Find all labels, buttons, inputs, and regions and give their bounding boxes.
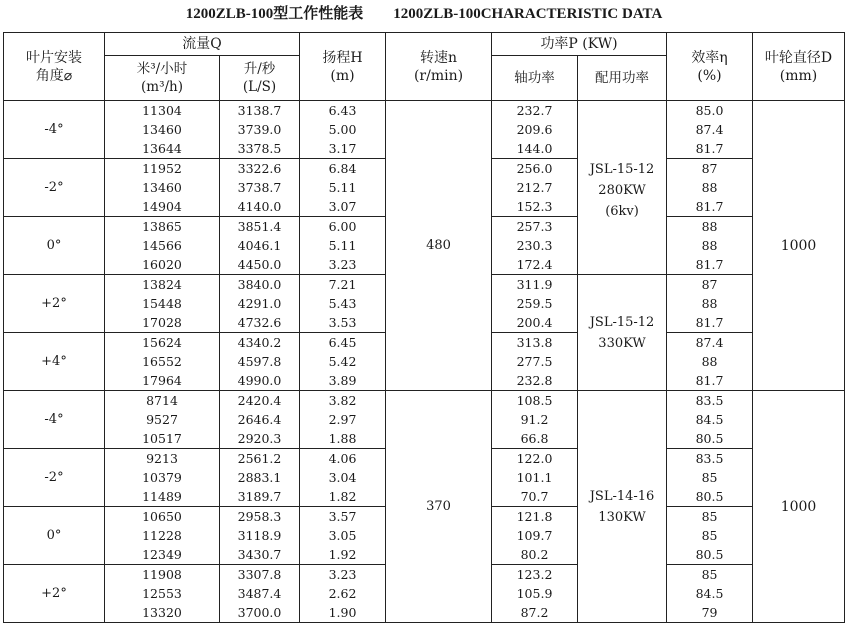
flow-m3h-value: 11304 [142,103,182,118]
flow-m3h-value: 9213 [146,451,178,466]
head-cell [300,217,386,275]
shaft-power-value: 313.8 [516,335,553,350]
head-value: 4.06 [328,451,357,466]
blade-angle-cell: -4° [4,101,105,159]
shaft-power-value: 277.5 [516,354,553,369]
head-cell [300,507,386,565]
header-blade-angle: 叶片安装 角度⌀ [4,33,105,101]
flow-ls-value: 3700.0 [237,605,282,620]
flow-ls-value: 4140.0 [237,199,282,214]
flow-m3h-value: 11489 [142,489,182,504]
header-flow-ls: 升/秒 (L/S) [220,56,300,101]
flow-m3h-cell [105,449,220,507]
flow-ls-cell [220,275,300,333]
flow-m3h-value: 14566 [142,238,182,253]
blade-angle-cell: +4° [4,333,105,391]
efficiency-cell [667,333,753,391]
flow-m3h-cell [105,275,220,333]
head-value: 6.45 [328,335,357,350]
shaft-power-cell [492,391,578,449]
efficiency-value: 88 [701,296,718,311]
flow-ls-cell [220,565,300,623]
shaft-power-cell [492,217,578,275]
flow-m3h-cell [105,333,220,391]
header-impeller-diameter: 叶轮直径D (mm) [753,33,845,101]
shaft-power-cell [492,449,578,507]
head-value: 1.88 [328,431,357,446]
efficiency-cell [667,217,753,275]
shaft-power-value: 123.2 [516,567,553,582]
shaft-power-value: 209.6 [516,122,553,137]
header-efficiency: 效率η (%) [667,33,753,101]
efficiency-cell [667,391,753,449]
shaft-power-value: 257.3 [516,219,553,234]
shaft-power-value: 108.5 [516,393,553,408]
efficiency-value: 84.5 [695,412,724,427]
blade-angle-cell: 0° [4,217,105,275]
header-motor-power: 配用功率 [578,56,667,101]
efficiency-cell [667,159,753,217]
shaft-power-value: 311.9 [516,277,553,292]
head-value: 3.23 [328,257,357,272]
shaft-power-value: 121.8 [516,509,553,524]
flow-ls-value: 3138.7 [237,103,282,118]
efficiency-value: 85.0 [695,103,724,118]
efficiency-value: 81.7 [695,199,724,214]
efficiency-cell [667,101,753,159]
shaft-power-value: 109.7 [516,528,553,543]
head-value: 5.42 [328,354,357,369]
flow-ls-value: 3118.9 [237,528,282,543]
flow-ls-value: 3487.4 [237,586,282,601]
shaft-power-value: 80.2 [520,547,549,562]
head-value: 3.07 [328,199,357,214]
flow-m3h-value: 11952 [142,161,182,176]
flow-m3h-value: 17964 [142,373,182,388]
head-cell [300,275,386,333]
flow-ls-value: 3189.7 [237,489,282,504]
efficiency-cell [667,449,753,507]
flow-m3h-value: 11228 [142,528,182,543]
head-value: 6.43 [328,103,357,118]
flow-m3h-value: 10650 [142,509,182,524]
flow-m3h-value: 13865 [142,219,182,234]
head-value: 5.00 [328,122,357,137]
flow-m3h-value: 13320 [142,605,182,620]
table-body [4,101,845,623]
shaft-power-value: 259.5 [516,296,553,311]
motor-power-cell: JSL-15-12 280KW (6kv) [578,101,667,275]
shaft-power-cell [492,507,578,565]
flow-m3h-value: 16552 [142,354,182,369]
shaft-power-cell [492,101,578,159]
flow-ls-value: 2958.3 [237,509,282,524]
flow-m3h-value: 8714 [146,393,178,408]
flow-ls-cell [220,449,300,507]
efficiency-value: 80.5 [695,489,724,504]
flow-ls-value: 2646.4 [237,412,282,427]
blade-angle-cell: -2° [4,449,105,507]
efficiency-value: 85 [701,567,718,582]
shaft-power-value: 91.2 [520,412,549,427]
head-cell [300,159,386,217]
flow-ls-value: 3378.5 [237,141,282,156]
head-value: 1.92 [328,547,357,562]
impeller-diameter-cell: 1000 [753,101,845,391]
shaft-power-value: 256.0 [516,161,553,176]
shaft-power-cell [492,333,578,391]
efficiency-cell [667,565,753,623]
flow-ls-value: 4046.1 [237,238,282,253]
head-value: 5.43 [328,296,357,311]
shaft-power-cell [492,275,578,333]
flow-ls-value: 4450.0 [237,257,282,272]
flow-m3h-value: 13644 [142,141,182,156]
shaft-power-value: 66.8 [520,431,549,446]
flow-ls-value: 4732.6 [237,315,282,330]
shaft-power-value: 212.7 [516,180,553,195]
speed-cell: 370 [386,391,492,623]
flow-ls-cell [220,507,300,565]
efficiency-value: 81.7 [695,141,724,156]
shaft-power-value: 172.4 [516,257,553,272]
head-value: 3.17 [328,141,357,156]
header-speed: 转速n (r/min) [386,33,492,101]
header-head: 扬程H (m) [300,33,386,101]
efficiency-value: 87.4 [695,335,724,350]
efficiency-value: 80.5 [695,431,724,446]
flow-m3h-value: 16020 [142,257,182,272]
flow-m3h-value: 12349 [142,547,182,562]
shaft-power-value: 70.7 [520,489,549,504]
efficiency-value: 87 [701,161,718,176]
efficiency-cell [667,275,753,333]
header-flow-m3h: 米³/小时 (m³/h) [105,56,220,101]
flow-m3h-value: 10379 [142,470,182,485]
blade-angle-cell: +2° [4,565,105,623]
efficiency-value: 81.7 [695,257,724,272]
flow-ls-cell [220,333,300,391]
head-value: 2.97 [328,412,357,427]
flow-m3h-value: 12553 [142,586,182,601]
head-value: 3.82 [328,393,357,408]
flow-m3h-cell [105,159,220,217]
efficiency-cell [667,507,753,565]
flow-ls-cell [220,159,300,217]
head-value: 6.00 [328,219,357,234]
flow-ls-value: 2420.4 [237,393,282,408]
flow-m3h-value: 13460 [142,180,182,195]
head-value: 3.23 [328,567,357,582]
head-cell [300,333,386,391]
flow-ls-value: 2883.1 [237,470,282,485]
shaft-power-value: 232.7 [516,103,553,118]
table-row [4,101,845,159]
flow-ls-cell [220,217,300,275]
efficiency-value: 81.7 [695,373,724,388]
flow-ls-value: 2561.2 [237,451,282,466]
flow-ls-value: 3739.0 [237,122,282,137]
shaft-power-value: 122.0 [516,451,553,466]
flow-m3h-cell [105,565,220,623]
shaft-power-value: 87.2 [520,605,549,620]
head-value: 5.11 [328,180,357,195]
blade-angle-cell: -4° [4,391,105,449]
motor-power-cell: JSL-15-12 330KW [578,275,667,391]
shaft-power-value: 200.4 [516,315,553,330]
speed-cell: 480 [386,101,492,391]
head-cell [300,565,386,623]
efficiency-value: 85 [701,509,718,524]
head-value: 2.62 [328,586,357,601]
flow-m3h-value: 14904 [142,199,182,214]
flow-ls-value: 4340.2 [237,335,282,350]
flow-ls-cell [220,391,300,449]
efficiency-value: 83.5 [695,451,724,466]
flow-ls-value: 3851.4 [237,219,282,234]
flow-ls-value: 3322.6 [237,161,282,176]
shaft-power-value: 105.9 [516,586,553,601]
head-value: 3.05 [328,528,357,543]
head-value: 1.90 [328,605,357,620]
flow-ls-value: 3430.7 [237,547,282,562]
motor-power-cell: JSL-14-16 130KW [578,391,667,623]
shaft-power-value: 230.3 [516,238,553,253]
impeller-diameter-cell: 1000 [753,391,845,623]
header-shaft-power: 轴功率 [492,56,578,101]
head-value: 6.84 [328,161,357,176]
efficiency-value: 83.5 [695,393,724,408]
flow-ls-value: 3738.7 [237,180,282,195]
document-title: 1200ZLB-100型工作性能表 1200ZLB-100CHARACTERISTIC DATA [185,6,663,22]
shaft-power-value: 232.8 [516,373,553,388]
flow-m3h-value: 13460 [142,122,182,137]
efficiency-value: 87.4 [695,122,724,137]
flow-ls-value: 2920.3 [237,431,282,446]
flow-ls-cell [220,101,300,159]
shaft-power-value: 101.1 [516,470,553,485]
flow-m3h-value: 15448 [142,296,182,311]
head-value: 3.57 [328,509,357,524]
flow-ls-value: 3840.0 [237,277,282,292]
shaft-power-value: 144.0 [516,141,553,156]
header-flow: 流量Q [105,33,300,56]
efficiency-value: 88 [701,354,718,369]
flow-ls-value: 3307.8 [237,567,282,582]
efficiency-value: 88 [701,238,718,253]
shaft-power-cell [492,565,578,623]
head-cell [300,449,386,507]
head-value: 3.53 [328,315,357,330]
head-value: 7.21 [328,277,357,292]
efficiency-value: 84.5 [695,586,724,601]
flow-m3h-value: 15624 [142,335,182,350]
head-value: 3.89 [328,373,357,388]
shaft-power-value: 152.3 [516,199,553,214]
head-cell [300,391,386,449]
flow-m3h-cell [105,217,220,275]
characteristic-data-table [3,32,845,623]
efficiency-value: 88 [701,180,718,195]
flow-m3h-value: 10517 [142,431,182,446]
flow-ls-value: 4990.0 [237,373,282,388]
head-cell [300,101,386,159]
flow-m3h-cell [105,391,220,449]
head-value: 3.04 [328,470,357,485]
efficiency-value: 85 [701,470,718,485]
blade-angle-cell: +2° [4,275,105,333]
head-value: 5.11 [328,238,357,253]
head-value: 1.82 [328,489,357,504]
efficiency-value: 81.7 [695,315,724,330]
efficiency-value: 79 [701,605,718,620]
efficiency-value: 85 [701,528,718,543]
flow-m3h-cell [105,507,220,565]
flow-m3h-value: 9527 [146,412,178,427]
efficiency-value: 80.5 [695,547,724,562]
flow-m3h-cell [105,101,220,159]
flow-m3h-value: 17028 [142,315,182,330]
blade-angle-cell: -2° [4,159,105,217]
flow-ls-value: 4597.8 [237,354,282,369]
efficiency-value: 87 [701,277,718,292]
header-power: 功率P (KW) [492,33,667,56]
efficiency-value: 88 [701,219,718,234]
shaft-power-cell [492,159,578,217]
flow-m3h-value: 13824 [142,277,182,292]
flow-m3h-value: 11908 [142,567,182,582]
table-row [4,391,845,449]
blade-angle-cell: 0° [4,507,105,565]
flow-ls-value: 4291.0 [237,296,282,311]
